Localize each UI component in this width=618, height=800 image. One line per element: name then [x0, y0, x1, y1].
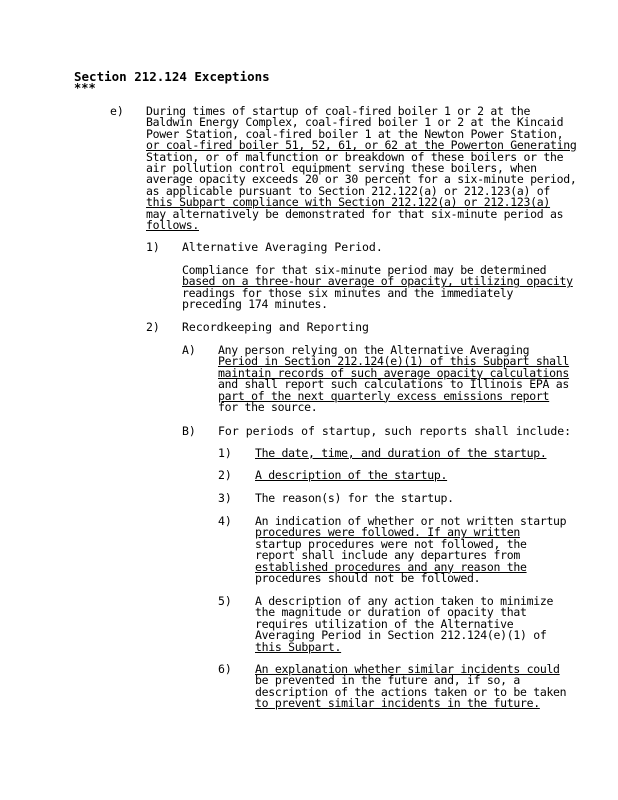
sub-4-text [255, 516, 575, 584]
text-line: to prevent similar incidents in the future. [255, 696, 540, 711]
text-line: The reason(s) for the startup. [255, 491, 454, 505]
item-b-intro: For periods of startup, such reports shall include: [218, 424, 572, 438]
text-line: Averaging Period in Section 212.124(e)(1) of [255, 628, 547, 643]
text-line: requires utilization of the Alternative [255, 616, 514, 631]
sub-1-label: 1) [218, 446, 232, 460]
text-line: this Subpart compliance with Section 212.122(a) or 212.123(a) [146, 195, 551, 210]
text-line: Baldwin Energy Complex, coal-fired boiler 1 or 2 at the Kincaid [146, 115, 564, 130]
item-2-title: Recordkeeping and Reporting [182, 320, 369, 334]
text-line: description of the actions taken or to be taken [255, 684, 567, 699]
text-line: the magnitude or duration of opacity that [255, 605, 527, 620]
text-line: Power Station, coal-fired boiler 1 at the Newton Power Station, [146, 126, 564, 141]
text-line: air pollution control equipment serving these boilers, when [146, 161, 537, 176]
section-heading: Section 212.124 Exceptions [74, 69, 270, 84]
text-line: preceding 174 minutes. [182, 297, 328, 312]
item-b-label: B) [182, 424, 196, 438]
item-a-text [218, 345, 578, 413]
text-line: and shall report such calculations to Illinois EPA as [218, 377, 570, 392]
text-line: be prevented in the future and, if so, a [255, 673, 520, 688]
sub-1-text [255, 448, 575, 459]
text-line: startup procedures were not followed, the [255, 536, 527, 551]
text-line: An indication of whether or not written startup [255, 514, 567, 528]
item-2-label: 2) [146, 320, 160, 334]
text-line: readings for those six minutes and the immediately [182, 285, 514, 300]
text-line: procedures were followed. If any written [255, 525, 520, 540]
text-line: Compliance for that six-minute period may be determined [182, 263, 547, 277]
sub-4-label: 4) [218, 514, 232, 528]
text-line: or coal-fired boiler 51, 52, 61, or 62 at the Powerton Generating [146, 138, 577, 153]
text-line: follows. [146, 218, 199, 233]
text-line: A description of the startup. [255, 468, 448, 482]
para-e-label: e) [110, 104, 124, 118]
text-line: may alternatively be demonstrated for that six-minute period as [146, 206, 564, 221]
sub-3-label: 3) [218, 491, 232, 505]
text-line: this Subpart. [255, 639, 342, 654]
text-line: for the source. [218, 400, 318, 415]
sub-6-text [255, 664, 575, 710]
text-line: maintain records of such average opacity calculations [218, 365, 570, 380]
sub-3-text [255, 493, 575, 504]
text-line: An explanation whether similar incidents could [255, 662, 560, 676]
item-1-label: 1) [146, 240, 160, 254]
sub-6-label: 6) [218, 662, 232, 676]
omission-marker: *** [74, 81, 96, 95]
text-line: A description of any action taken to minimize [255, 594, 554, 608]
text-line: part of the next quarterly excess emissions report [218, 388, 550, 403]
text-line: Any person relying on the Alternative Averaging [218, 343, 530, 357]
text-line: procedures should not be followed. [255, 571, 481, 586]
text-line: Period in Section 212.124(e)(1) of this Subpart shall [218, 354, 570, 369]
para-e-text [146, 106, 586, 231]
item-1-text [182, 265, 572, 311]
text-line: established procedures and any reason the [255, 559, 527, 574]
sub-5-label: 5) [218, 594, 232, 608]
sub-2-label: 2) [218, 468, 232, 482]
item-a-label: A) [182, 343, 196, 357]
text-line: Station, or of malfunction or breakdown of these boilers or the [146, 149, 564, 164]
text-line: The date, time, and duration of the startup. [255, 446, 547, 460]
text-line: report shall include any departures from [255, 548, 520, 563]
text-line: During times of startup of coal-fired boiler 1 or 2 at the [146, 104, 531, 118]
text-line: based on a three-hour average of opacity, utilizing opacity [182, 274, 573, 289]
sub-5-text [255, 596, 575, 653]
text-line: average opacity exceeds 20 or 30 percent for a six-minute period, [146, 172, 577, 187]
text-line: as applicable pursuant to Section 212.122(a) or 212.123(a) of [146, 183, 551, 198]
item-1-title: Alternative Averaging Period. [182, 240, 383, 254]
sub-2-text [255, 470, 575, 481]
